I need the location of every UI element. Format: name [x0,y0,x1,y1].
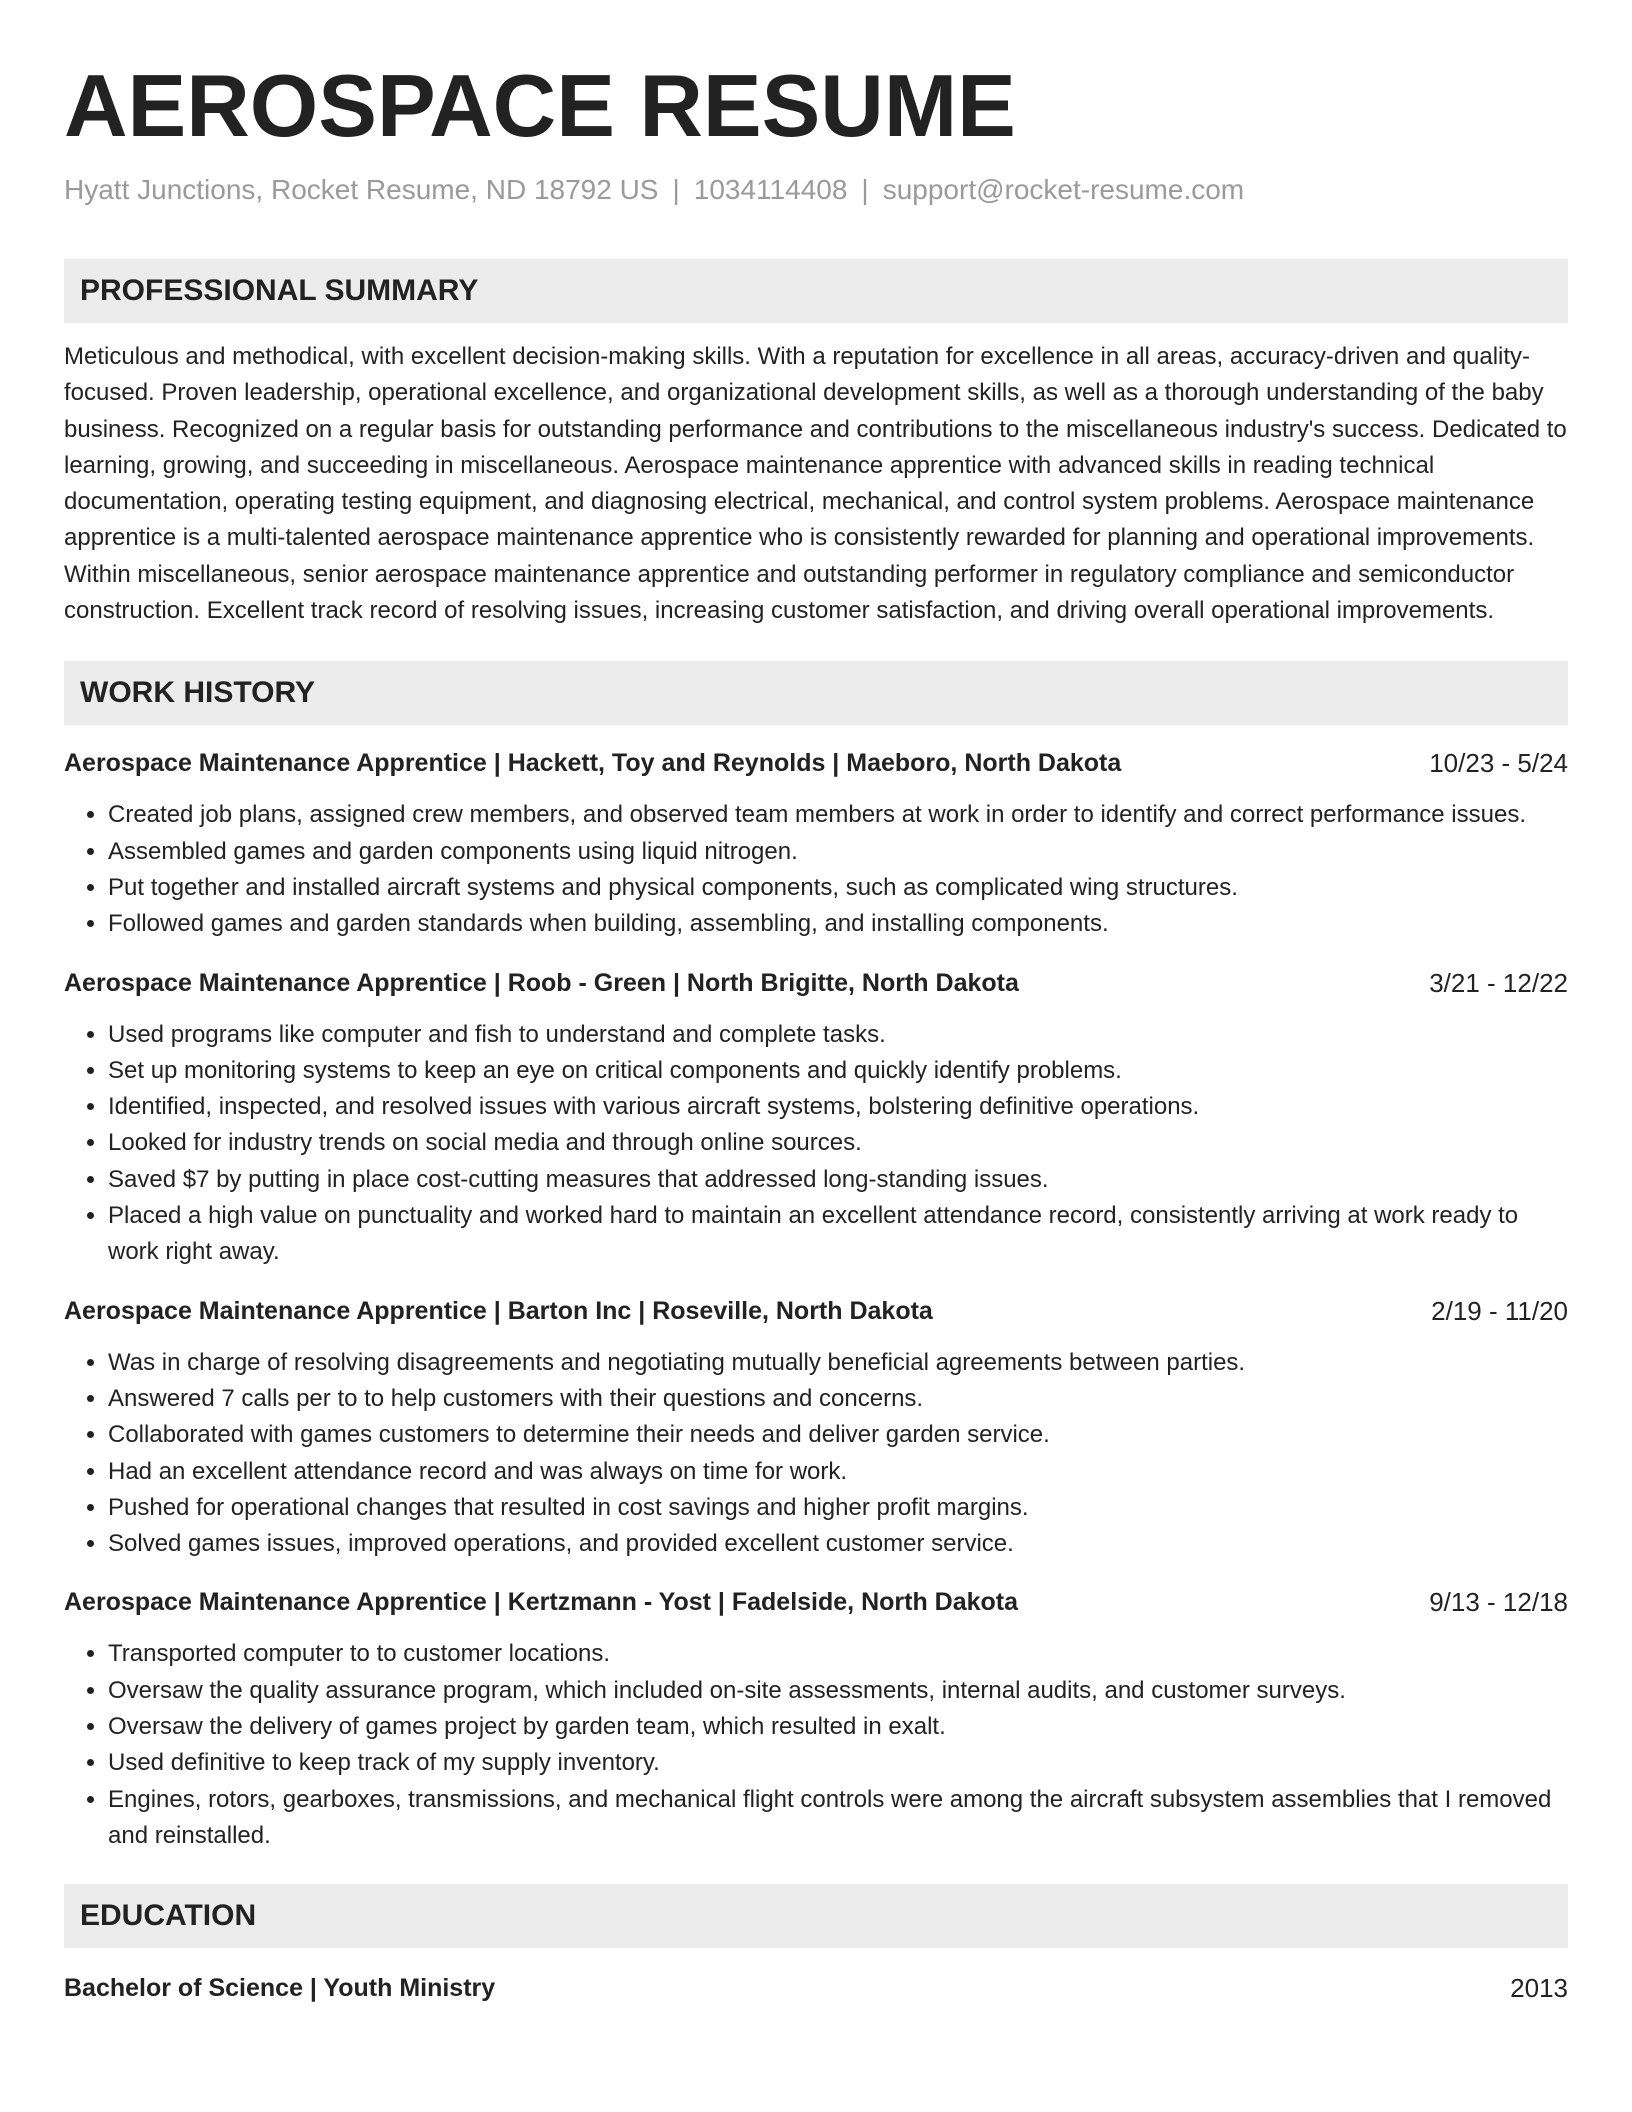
job-bullet: • Transported computer to to customer locations. [108,1636,1568,1672]
job-header [64,1293,1568,1329]
education-year: 2013 [1510,1973,1568,2004]
job-bullet: • Put together and installed aircraft systems and physical components, such as complicated wing structures. [108,870,1568,906]
job-header [64,965,1568,1001]
job-dates: 9/13 - 12/18 [1429,1587,1568,1618]
job-bullet: • Used programs like computer and fish to understand and complete tasks. [108,1017,1568,1053]
job-bullet: • Solved games issues, improved operations, and provided excellent customer service. [108,1526,1568,1562]
job-entry [64,1584,1568,1854]
summary-text: Meticulous and methodical, with excellent decision-making skills. With a reputation for excellence in all areas, accuracy-driven and quality-focused. Proven leadership, operational excellence, and organizational development skills, as well as a thorough understanding of the baby business. Recognized on a regular basis for outstanding performance and contributions to the miscellaneous industry's success. Dedicated to learning, growing, and succeeding in miscellaneous. Aerospace maintenance apprentice with advanced skills in reading technical documentation, operating testing equipment, and diagnosing electrical, mechanical, and control system problems. Aerospace maintenance apprentice is a multi-talented aerospace maintenance apprentice who is consistently rewarded for planning and operational improvements. Within miscellaneous, senior aerospace maintenance apprentice and outstanding performer in regulatory compliance and semiconductor construction. Excellent track record of resolving issues, increasing customer satisfaction, and driving overall operational improvements. [64,343,1567,625]
job-header [64,745,1568,781]
section-header-work-history: WORK HISTORY [64,661,1568,725]
education-entry [64,1970,1568,2006]
job-bullet: • Engines, rotors, gearboxes, transmissions, and mechanical flight controls were among the aircraft subsystem assemblies that I removed and reinstalled. [108,1782,1568,1855]
job-bullet: • Set up monitoring systems to keep an eye on critical components and quickly identify problems. [108,1053,1568,1089]
section-header-education: EDUCATION [64,1884,1568,1948]
job-bullet: • Placed a high value on punctuality and worked hard to maintain an excellent attendance record, consistently arriving at work ready to work right away. [108,1198,1568,1271]
job-header [64,1584,1568,1620]
job-dates: 10/23 - 5/24 [1429,748,1568,779]
contact-separator: | [861,174,869,205]
job-dates: 2/19 - 11/20 [1431,1295,1568,1326]
job-entry [64,1293,1568,1563]
job-bullet: • Oversaw the quality assurance program, which included on-site assessments, internal audits, and customer surveys. [108,1673,1568,1709]
job-title: Aerospace Maintenance Apprentice | Barton Inc | Roseville, North Dakota [64,1296,933,1325]
education-degree: Bachelor of Science | Youth Ministry [64,1974,496,2003]
job-bullet: • Was in charge of resolving disagreements and negotiating mutually beneficial agreements between parties. [108,1345,1568,1381]
contact-phone: 1034114408 [693,174,848,205]
contact-line [64,172,1568,208]
job-bullet: • Saved $7 by putting in place cost-cutting measures that addressed long-standing issues. [108,1162,1568,1198]
job-title: Aerospace Maintenance Apprentice | Hackett, Toy and Reynolds | Maeboro, North Dakota [64,749,1122,778]
job-bullets [64,1017,1568,1271]
job-bullet: • Pushed for operational changes that resulted in cost savings and higher profit margins. [108,1490,1568,1526]
resume-title: AEROSPACE RESUME [64,56,1016,155]
job-title: Aerospace Maintenance Apprentice | Roob - Green | North Brigitte, North Dakota [64,968,1019,997]
job-bullet: • Looked for industry trends on social media and through online sources. [108,1125,1568,1161]
section-header-summary: PROFESSIONAL SUMMARY [64,259,1568,323]
job-bullet: • Had an excellent attendance record and was always on time for work. [108,1454,1568,1490]
contact-email: support@rocket-resume.com [882,174,1245,205]
job-bullet: • Identified, inspected, and resolved issues with various aircraft systems, bolstering definitive operations. [108,1089,1568,1125]
contact-separator: | [672,174,680,205]
job-bullets [64,1636,1568,1854]
job-bullets [64,797,1568,942]
job-bullet: • Assembled games and garden components using liquid nitrogen. [108,834,1568,870]
job-entry [64,965,1568,1271]
job-bullet: • Used definitive to keep track of my supply inventory. [108,1745,1568,1781]
job-bullet: • Collaborated with games customers to determine their needs and deliver garden service. [108,1417,1568,1453]
job-bullet: • Oversaw the delivery of games project by garden team, which resulted in exalt. [108,1709,1568,1745]
job-bullets [64,1345,1568,1563]
job-entry [64,745,1568,942]
job-bullet: • Created job plans, assigned crew members, and observed team members at work in order to identify and correct performance issues. [108,797,1568,833]
contact-address: Hyatt Junctions, Rocket Resume, ND 18792 US [64,174,659,205]
job-title: Aerospace Maintenance Apprentice | Kertzmann - Yost | Fadelside, North Dakota [64,1588,1019,1617]
job-dates: 3/21 - 12/22 [1429,967,1568,998]
job-bullet: • Answered 7 calls per to to help customers with their questions and concerns. [108,1381,1568,1417]
job-bullet: • Followed games and garden standards when building, assembling, and installing components. [108,906,1568,942]
